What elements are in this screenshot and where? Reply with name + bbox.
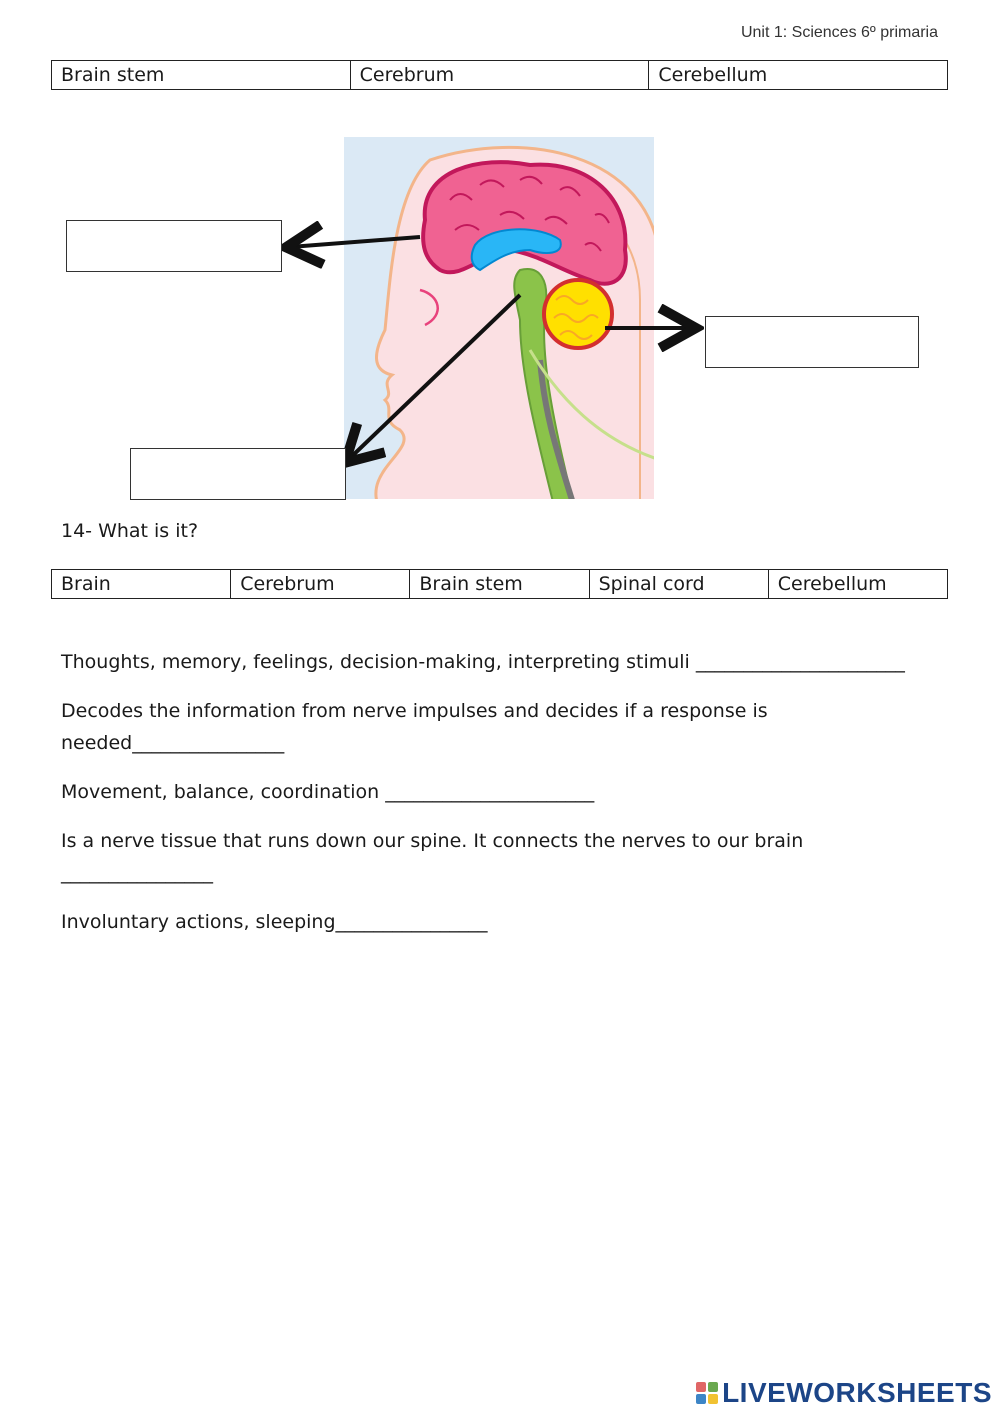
logo-cube (696, 1394, 706, 1404)
word-bank-cell: Cerebrum (350, 61, 649, 90)
word-bank-cell: Brain stem (410, 570, 589, 599)
logo-cube (708, 1382, 718, 1392)
question-item: Decodes the information from nerve impulses and decides if a response is needed________________ (61, 700, 768, 754)
question-item: Thoughts, memory, feelings, decision-making, interpreting stimuli ______________________ (61, 651, 905, 673)
logo-text: LIVEWORKSHEETS (722, 1377, 992, 1408)
answer-box-cerebrum[interactable] (66, 220, 282, 272)
question-title: 14- What is it? (61, 520, 199, 542)
logo-cube (708, 1394, 718, 1404)
answer-box-cerebellum[interactable] (705, 316, 919, 368)
word-bank-cell: Spinal cord (589, 570, 768, 599)
word-bank-cell: Brain (52, 570, 231, 599)
answer-box-brainstem[interactable] (130, 448, 346, 500)
logo-cubes-icon (696, 1382, 718, 1404)
liveworksheets-logo (696, 1377, 992, 1409)
question-item: Movement, balance, coordination ______________________ (61, 781, 595, 803)
word-bank-table-2 (51, 569, 948, 599)
word-bank-cell: Brain stem (52, 61, 351, 90)
brain-diagram (0, 130, 1000, 510)
word-bank-cell: Cerebellum (649, 61, 948, 90)
page-header: Unit 1: Sciences 6º primaria (740, 24, 938, 41)
question-item: Is a nerve tissue that runs down our spine. It connects the nerves to our brain ________________ (61, 830, 804, 884)
word-bank-cell: Cerebellum (768, 570, 947, 599)
word-bank-table-1 (51, 60, 948, 90)
head-illustration (344, 137, 660, 510)
question-item: Involuntary actions, sleeping________________ (61, 911, 488, 933)
word-bank-cell: Cerebrum (231, 570, 410, 599)
logo-cube (696, 1382, 706, 1392)
